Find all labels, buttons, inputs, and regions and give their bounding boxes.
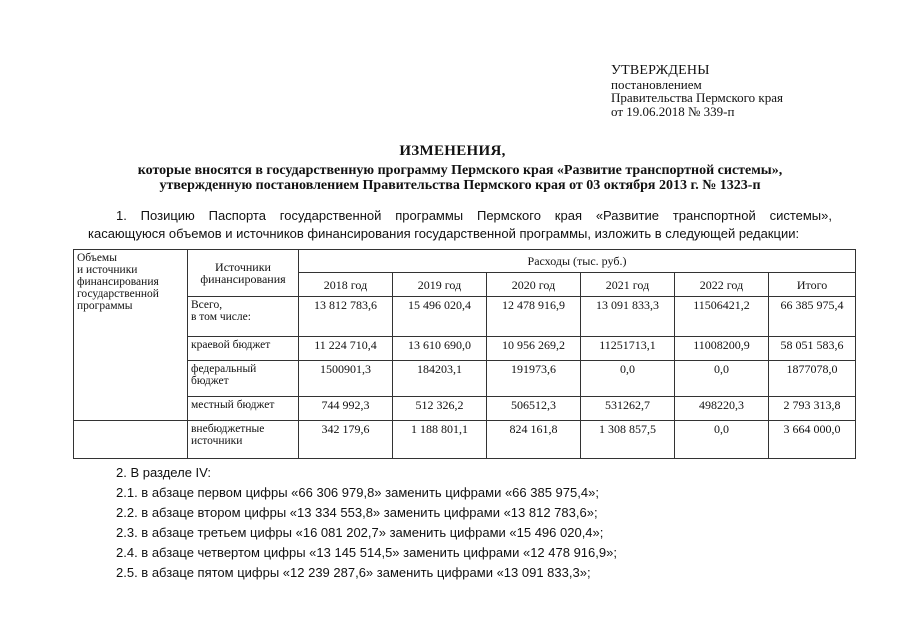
volumes-header: Объемы и источники финансирования государственной программы (74, 250, 188, 421)
approval-line: Правительства Пермского края (611, 90, 783, 105)
expenses-header: Расходы (тыс. руб.) (299, 250, 856, 273)
value-cell: 1 188 801,1 (393, 421, 487, 459)
value-cell: 12 478 916,9 (487, 297, 581, 337)
value-cell: 0,0 (675, 421, 769, 459)
total-cell: 2 793 313,8 (769, 397, 856, 421)
subtitle-line: которые вносятся в государственную программу Пермского края «Развитие транспортной системы», (137, 163, 783, 178)
value-cell: 11251713,1 (581, 337, 675, 361)
list-item: 2.5. в абзаце пятом цифры «12 239 287,6» заменить цифрами «13 091 833,3»; (116, 565, 591, 580)
approval-block (611, 64, 783, 118)
value-cell: 13 610 690,0 (393, 337, 487, 361)
table-row (74, 421, 856, 459)
year-header: 2021 год (581, 273, 675, 297)
value-cell: 10 956 269,2 (487, 337, 581, 361)
list-item: 2. В разделе IV: (116, 465, 211, 480)
paragraph-1 (88, 207, 832, 243)
table-row (74, 397, 856, 421)
year-header: 2020 год (487, 273, 581, 297)
value-cell: 15 496 020,4 (393, 297, 487, 337)
value-cell: 191973,6 (487, 361, 581, 397)
subtitle-line: утвержденную постановлением Правительства Пермского края от 03 октября 2013 г. № 1323-п (159, 178, 761, 193)
total-cell: 66 385 975,4 (769, 297, 856, 337)
empty-cell (74, 421, 188, 459)
total-header: Итого (769, 273, 856, 297)
source-cell: местный бюджет (188, 397, 299, 421)
table-row (74, 337, 856, 361)
table-row (74, 361, 856, 397)
source-cell: Всего, в том числе: (188, 297, 299, 337)
value-cell: 512 326,2 (393, 397, 487, 421)
value-cell: 0,0 (675, 361, 769, 397)
value-cell: 0,0 (581, 361, 675, 397)
total-cell: 3 664 000,0 (769, 421, 856, 459)
year-header: 2018 год (299, 273, 393, 297)
list-item: 2.4. в абзаце четвертом цифры «13 145 514,5» заменить цифрами «12 478 916,9»; (116, 545, 617, 560)
document-subtitle (0, 163, 905, 193)
approval-line: от 19.06.2018 № 339-п (611, 103, 735, 119)
table-row (74, 297, 856, 337)
value-cell: 498220,3 (675, 397, 769, 421)
year-header: 2022 год (675, 273, 769, 297)
value-cell: 11 224 710,4 (299, 337, 393, 361)
source-cell: федеральный бюджет (188, 361, 299, 397)
value-cell: 1500901,3 (299, 361, 393, 397)
value-cell: 184203,1 (393, 361, 487, 397)
value-cell: 11506421,2 (675, 297, 769, 337)
value-cell: 824 161,8 (487, 421, 581, 459)
paragraph-1-line-1: 1. Позицию Паспорта государственной программы Пермского края «Развитие транспортной системы», (116, 208, 832, 223)
total-cell: 1877078,0 (769, 361, 856, 397)
value-cell: 342 179,6 (299, 421, 393, 459)
value-cell: 1 308 857,5 (581, 421, 675, 459)
financing-table (73, 249, 856, 459)
list-item: 2.2. в абзаце втором цифры «13 334 553,8» заменить цифрами «13 812 783,6»; (116, 505, 598, 520)
changes-list (116, 463, 617, 583)
value-cell: 13 091 833,3 (581, 297, 675, 337)
value-cell: 506512,3 (487, 397, 581, 421)
total-cell: 58 051 583,6 (769, 337, 856, 361)
value-cell: 531262,7 (581, 397, 675, 421)
value-cell: 744 992,3 (299, 397, 393, 421)
sources-header: Источники финансирования (188, 250, 299, 297)
list-item: 2.1. в абзаце первом цифры «66 306 979,8» заменить цифрами «66 385 975,4»; (116, 485, 599, 500)
list-item: 2.3. в абзаце третьем цифры «16 081 202,7» заменить цифрами «15 496 020,4»; (116, 525, 604, 540)
document-title: ИЗМЕНЕНИЯ, (399, 143, 506, 159)
approval-heading: УТВЕРЖДЕНЫ (611, 63, 710, 78)
value-cell: 11008200,9 (675, 337, 769, 361)
paragraph-1-line-2: касающуюся объемов и источников финансирования государственной программы, изложить в следующей редакции: (88, 226, 800, 241)
value-cell: 13 812 783,6 (299, 297, 393, 337)
approval-line: постановлением (611, 76, 702, 92)
source-cell: внебюджетные источники (188, 421, 299, 459)
year-header: 2019 год (393, 273, 487, 297)
source-cell: краевой бюджет (188, 337, 299, 361)
